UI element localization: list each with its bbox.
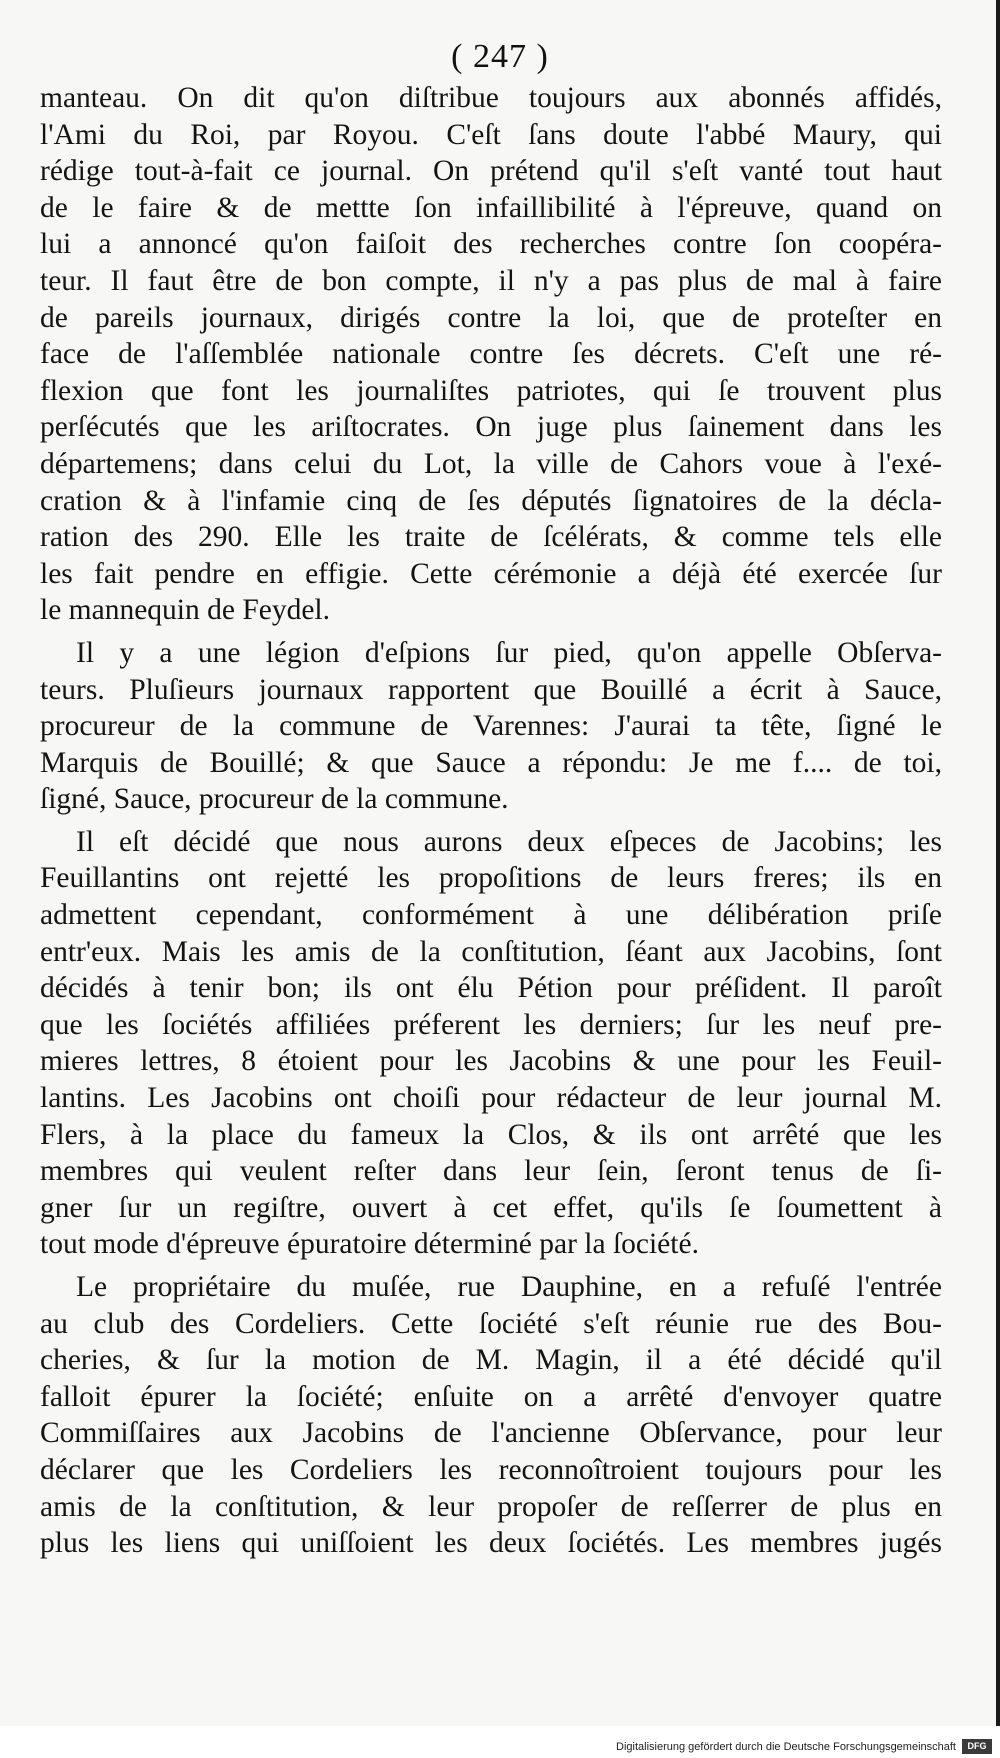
text-line: cheries, & ſur la motion de M. Magin, il a été décidé qu'il bbox=[40, 1344, 942, 1377]
text-line: que les ſociétés affiliées préferent les derniers; ſur les neuf pre- bbox=[40, 1008, 942, 1041]
text-line: rédige tout-à-fait ce journal. On prétend qu'il s'eſt vanté tout haut bbox=[40, 155, 942, 188]
text-line: les fait pendre en effigie. Cette cérémonie a déjà été exercée ſur bbox=[40, 557, 942, 590]
text-line: de pareils journaux, dirigés contre la loi, que de proteſter en bbox=[40, 301, 942, 334]
text-line: tout mode d'épreuve épuratoire déterminé par la ſociété. bbox=[40, 1228, 699, 1261]
text-line: de le faire & de mettte ſon infaillibilité à l'épreuve, quand on bbox=[40, 191, 942, 224]
paragraph bbox=[40, 1269, 942, 1562]
page-number: ( 247 ) bbox=[451, 38, 549, 75]
text-line: ſigné, Sauce, procureur de la commune. bbox=[40, 783, 509, 816]
text-line: manteau. On dit qu'on diſtribue toujours aux abonnés affidés, bbox=[40, 82, 942, 114]
text-line: teurs. Pluſieurs journaux rapportent que Bouillé a écrit à Sauce, bbox=[40, 673, 942, 706]
text-line: départemens; dans celui du Lot, la ville de Cahors voue à l'exé- bbox=[40, 447, 942, 480]
paragraph bbox=[40, 635, 942, 818]
text-line: au club des Cordeliers. Cette ſociété s'eſt réunie rue des Bou- bbox=[40, 1307, 942, 1340]
text-line: membres qui veulent reſter dans leur ſein, ſeront tenus de ſi- bbox=[40, 1155, 942, 1188]
text-line: Commiſſaires aux Jacobins de l'ancienne Obſervance, pour leur bbox=[40, 1417, 942, 1450]
text-line: l'Ami du Roi, par Royou. C'eſt ſans doute l'abbé Maury, qui bbox=[40, 118, 942, 151]
text-line: le mannequin de Feydel. bbox=[40, 594, 331, 627]
text-line: teur. Il faut être de bon compte, il n'y a pas plus de mal à faire bbox=[40, 264, 942, 297]
text-line: décidés à tenir bon; ils ont élu Pétion pour préſident. Il paroît bbox=[40, 972, 942, 1005]
text-line: Feuillantins ont rejetté les propoſitions de leurs freres; ils en bbox=[40, 862, 942, 895]
text-line: ration des 290. Elle les traite de ſcélérats, & comme tels elle bbox=[40, 521, 942, 554]
text-line: Il eſt décidé que nous aurons deux eſpeces de Jacobins; les bbox=[76, 825, 942, 858]
text-line: déclarer que les Cordeliers les reconnoîtroient toujours pour les bbox=[40, 1453, 942, 1486]
text-line: Il y a une légion d'eſpions ſur pied, qu'on appelle Obſerva- bbox=[76, 636, 942, 669]
text-line: falloit épurer la ſociété; enſuite on a arrêté d'envoyer quatre bbox=[40, 1380, 942, 1413]
paragraph bbox=[40, 80, 942, 629]
text-line: face de l'aſſemblée nationale contre ſes décrets. C'eſt une ré- bbox=[40, 338, 942, 371]
text-line: lantins. Les Jacobins ont choiſi pour rédacteur de leur journal M. bbox=[40, 1082, 942, 1115]
text-line: mieres lettres, 8 étoient pour les Jacobins & une pour les Feuil- bbox=[40, 1045, 942, 1078]
text-line: Marquis de Bouillé; & que Sauce a répondu: Je me f.... de toi, bbox=[40, 746, 942, 779]
body-text bbox=[40, 80, 942, 1562]
text-line: gner ſur un regiſtre, ouvert à cet effet, qu'ils ſe ſoumettent à bbox=[40, 1191, 942, 1224]
paragraph bbox=[40, 824, 942, 1263]
dfg-logo: DFG bbox=[962, 1739, 992, 1754]
funding-note: Digitalisierung gefördert durch die Deutsche Forschungsgemeinschaft bbox=[616, 1741, 956, 1753]
text-line: amis de la conſtitution, & leur propoſer de reſſerrer de plus en bbox=[40, 1490, 942, 1523]
text-line: Flers, à la place du fameux la Clos, & ils ont arrêté que les bbox=[40, 1118, 942, 1151]
text-line: admettent cependant, conformément à une délibération priſe bbox=[40, 899, 942, 932]
text-line: perſécutés que les ariſtocrates. On juge plus ſainement dans les bbox=[40, 411, 942, 444]
text-line: Le propriétaire du muſée, rue Dauphine, en a refuſé l'entrée bbox=[76, 1271, 942, 1303]
text-line: procureur de la commune de Varennes: J'aurai ta tête, ſigné le bbox=[40, 710, 942, 743]
text-line: entr'eux. Mais les amis de la conſtitution, ſéant aux Jacobins, ſont bbox=[40, 935, 942, 968]
text-line: flexion que font les journaliſtes patriotes, qui ſe trouvent plus bbox=[40, 374, 942, 407]
text-line: plus les liens qui uniſſoient les deux ſociétés. Les membres jugés bbox=[40, 1527, 942, 1560]
text-line: cration & à l'infamie cinq de ſes députés ſignatoires de la décla- bbox=[40, 484, 942, 517]
text-line: lui a annoncé qu'on faiſoit des recherches contre ſon coopéra- bbox=[40, 228, 942, 261]
